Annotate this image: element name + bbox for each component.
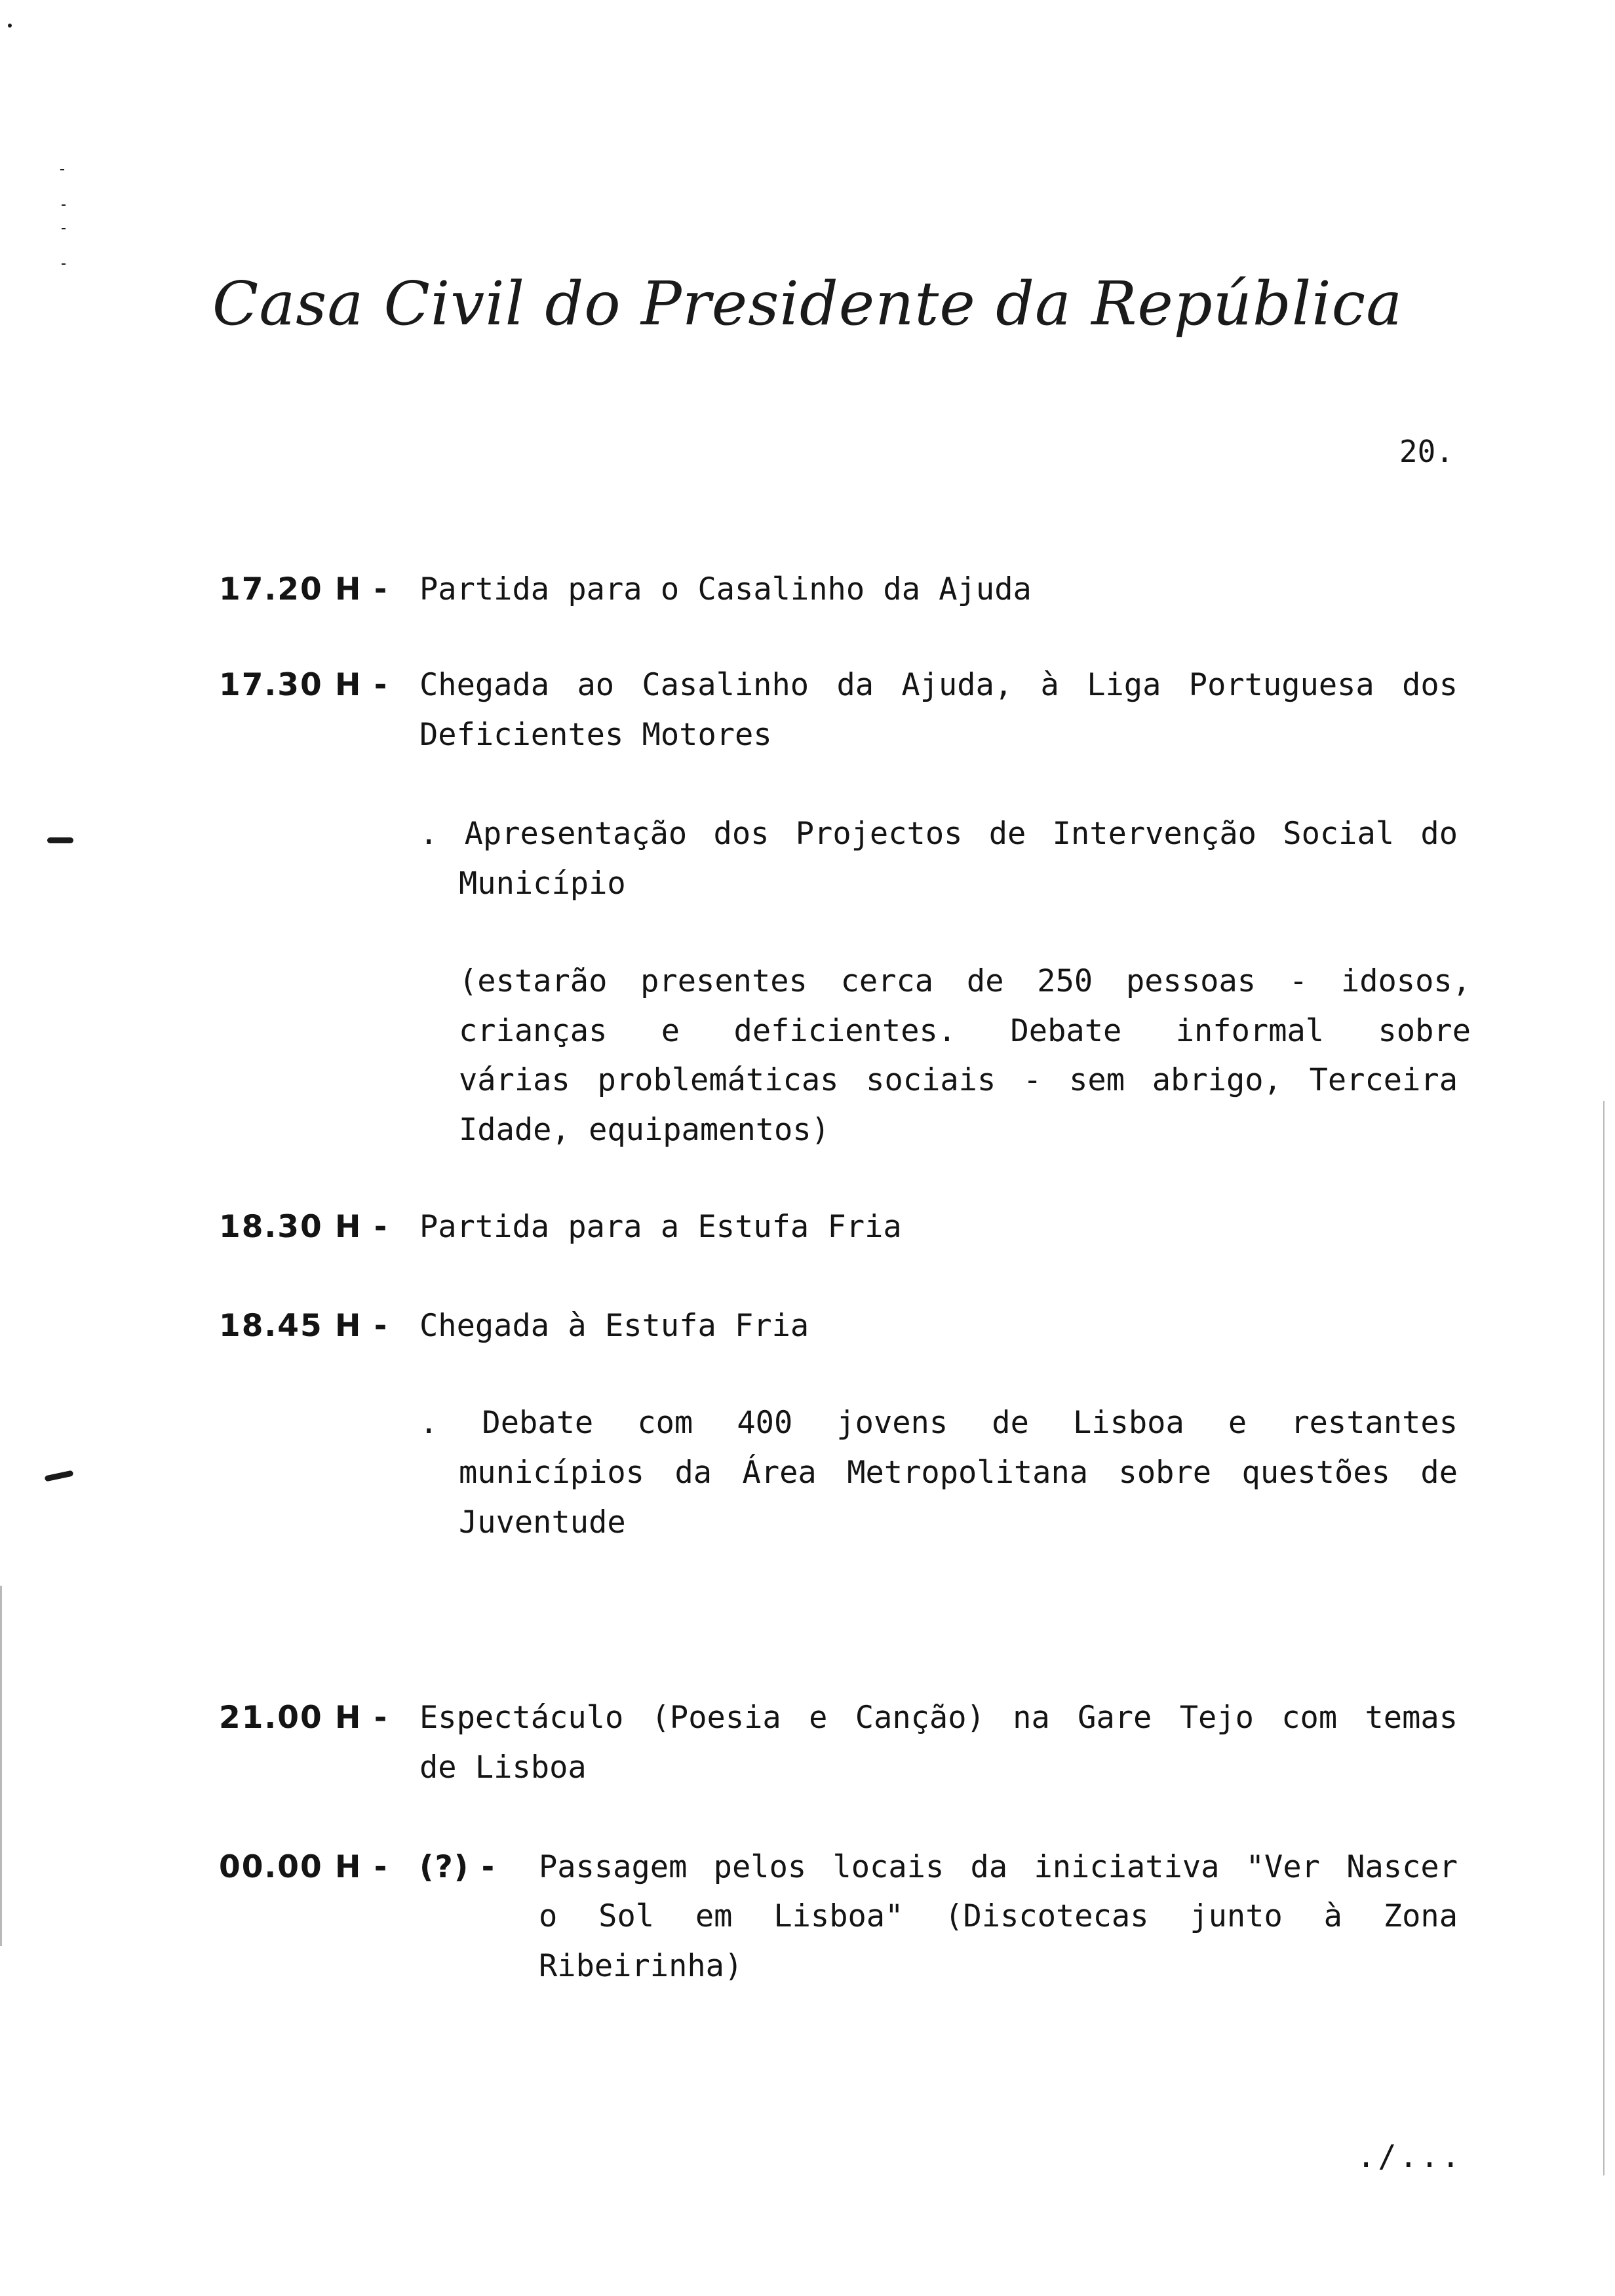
- note-text: (estarão presentes cerca de 250 pessoas - idosos,: [459, 963, 1471, 999]
- bullet-continuation: municípios da Área Metropolitana sobre questões de: [459, 1455, 1458, 1491]
- bullet-continuation: Juventude: [459, 1504, 626, 1540]
- schedule-text: Partida para o Casalinho da Ajuda: [419, 571, 1032, 607]
- punch-hole-mark: [45, 1470, 74, 1482]
- schedule-text: de Lisboa: [419, 1750, 587, 1786]
- schedule-time: 18.45 H -: [219, 1308, 389, 1344]
- bullet-continuation: Município: [459, 866, 626, 902]
- schedule-text: Chegada ao Casalinho da Ajuda, à Liga Portuguesa dos: [419, 667, 1458, 703]
- uncertain-marker: (?) -: [419, 1849, 496, 1885]
- schedule-text: Espectáculo (Poesia e Canção) na Gare Tejo com temas: [419, 1700, 1458, 1736]
- page-number: 20.: [1399, 434, 1454, 469]
- schedule-time: 21.00 H -: [219, 1700, 389, 1736]
- schedule-time: 18.30 H -: [219, 1209, 389, 1245]
- note-text: Idade, equipamentos): [459, 1112, 830, 1148]
- schedule-time: 00.00 H -: [219, 1849, 389, 1885]
- schedule-text: Ribeirinha): [539, 1948, 743, 1984]
- note-text: crianças e deficientes. Debate informal sobre: [459, 1013, 1471, 1049]
- scan-dot: [8, 24, 12, 28]
- schedule-text: Partida para a Estufa Fria: [419, 1209, 902, 1245]
- letterhead: Casa Civil do Presidente da República: [212, 269, 1403, 339]
- scan-dash: [62, 263, 66, 265]
- bullet-item: . Debate com 400 jovens de Lisboa e restantes: [419, 1405, 1458, 1441]
- scan-edge-line: [1603, 1101, 1605, 2175]
- schedule-time: 17.20 H -: [219, 571, 389, 607]
- scan-edge-line: [0, 1586, 2, 1946]
- schedule-text: Chegada à Estufa Fria: [419, 1308, 809, 1344]
- continuation-mark: ./...: [1357, 2139, 1463, 2175]
- scan-dash: [62, 228, 66, 229]
- scan-dash: [60, 169, 64, 170]
- note-text: várias problemáticas sociais - sem abrigo, Terceira: [459, 1062, 1458, 1098]
- schedule-text: Passagem pelos locais da iniciativa "Ver Nascer: [539, 1849, 1458, 1885]
- schedule-text: Deficientes Motores: [419, 717, 772, 753]
- schedule-time: 17.30 H -: [219, 667, 389, 703]
- bullet-item: . Apresentação dos Projectos de Intervenção Social do: [419, 816, 1458, 852]
- punch-hole-mark: [47, 837, 73, 843]
- schedule-text: o Sol em Lisboa" (Discotecas junto à Zona: [539, 1898, 1458, 1934]
- scan-dash: [62, 204, 66, 206]
